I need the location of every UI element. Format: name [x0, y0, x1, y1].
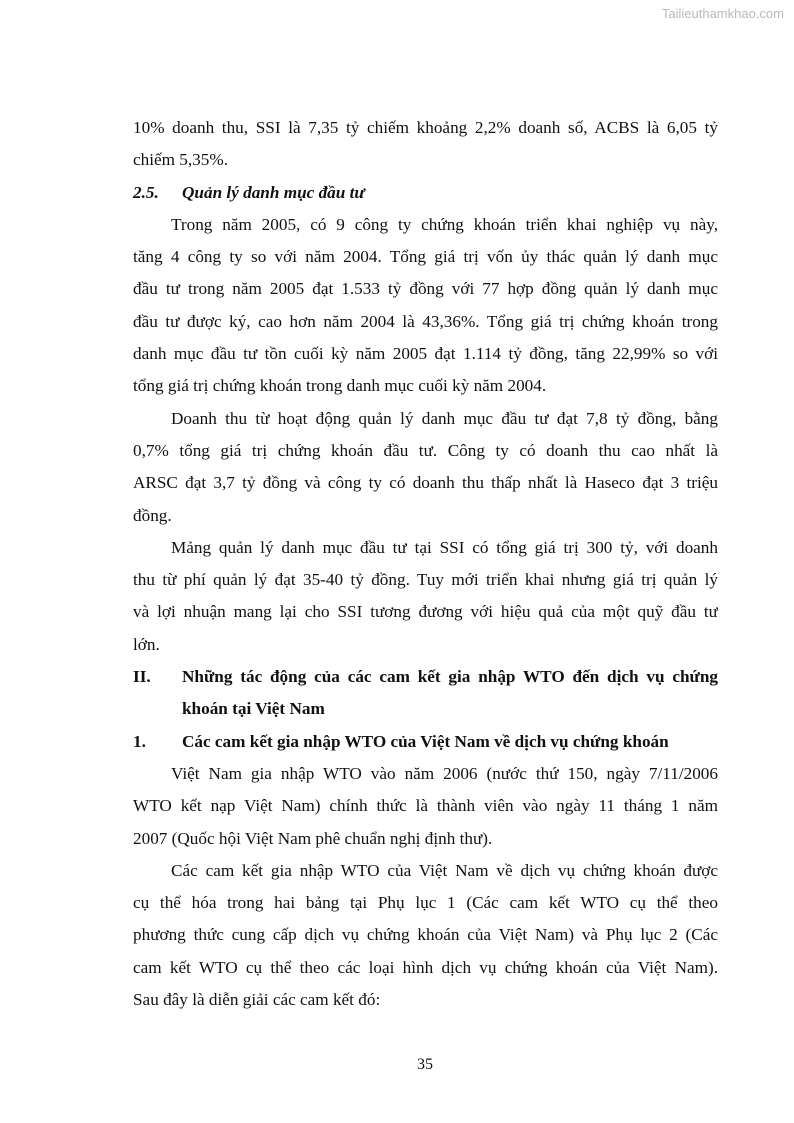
- section-heading: [133, 726, 718, 758]
- paragraph-line: cụ thể hóa trong hai bảng tại Phụ lục 1 (Các cam kết WTO cụ thể theo: [133, 893, 718, 913]
- section-heading: [133, 661, 718, 726]
- heading-text: Các cam kết gia nhập WTO của Việt Nam về dịch vụ chứng khoán: [182, 731, 669, 751]
- heading-number: 2.5.: [133, 182, 159, 202]
- heading-text: Những tác động của các cam kết gia nhập WTO đến dịch vụ chứng: [182, 667, 718, 687]
- paragraph-line: cam kết WTO cụ thể theo các loại hình dịch vụ chứng khoán của Việt Nam).: [133, 957, 718, 977]
- section-heading: [133, 177, 718, 209]
- paragraph-line: thu từ phí quản lý đạt 35-40 tỷ đồng. Tuy mới triển khai nhưng giá trị quản lý: [133, 570, 718, 590]
- paragraph-line: đầu tư trong năm 2005 đạt 1.533 tỷ đồng với 77 hợp đồng quản lý danh mục: [133, 279, 718, 299]
- paragraph-line: Sau đây là diễn giải các cam kết đó:: [133, 990, 381, 1010]
- heading-text: Quản lý danh mục đầu tư: [182, 182, 365, 202]
- paragraph-line: danh mục đầu tư tồn cuối kỳ năm 2005 đạt 1.114 tỷ đồng, tăng 22,99% so với: [133, 344, 718, 364]
- paragraph: [133, 855, 718, 1016]
- paragraph: [133, 209, 718, 403]
- watermark: Tailieuthamkhao.com: [661, 6, 784, 21]
- paragraph-line: 10% doanh thu, SSI là 7,35 tỷ chiếm khoảng 2,2% doanh số, ACBS là 6,05 tỷ: [133, 118, 718, 137]
- paragraph-line: và lợi nhuận mang lại cho SSI tương đương với hiệu quả của một quỹ đầu tư: [133, 602, 718, 622]
- heading-number: II.: [133, 667, 151, 687]
- paragraph-line: 2007 (Quốc hội Việt Nam phê chuẩn nghị định thư).: [133, 828, 493, 848]
- paragraph-line: Các cam kết gia nhập WTO của Việt Nam về dịch vụ chứng khoán được: [171, 860, 718, 880]
- paragraph-line: chiếm 5,35%.: [133, 150, 228, 170]
- paragraph-line: Mảng quản lý danh mục đầu tư tại SSI có tổng giá trị 300 tỷ, với doanh: [171, 537, 718, 557]
- page-number: 35: [417, 1056, 433, 1073]
- paragraph-line: phương thức cung cấp dịch vụ chứng khoán của Việt Nam) và Phụ lục 2 (Các: [133, 925, 718, 945]
- heading-number: 1.: [133, 731, 146, 751]
- paragraph-line: Việt Nam gia nhập WTO vào năm 2006 (nước thứ 150, ngày 7/11/2006: [171, 763, 718, 783]
- paragraph: [133, 758, 718, 855]
- paragraph-line: ARSC đạt 3,7 tỷ đồng và công ty có doanh thu thấp nhất là Haseco đạt 3 triệu: [133, 473, 718, 493]
- paragraph-line: tổng giá trị chứng khoán trong danh mục cuối kỳ năm 2004.: [133, 376, 547, 396]
- paragraph: [133, 403, 718, 532]
- paragraph-line: đầu tư được ký, cao hơn năm 2004 là 43,36%. Tổng giá trị chứng khoán trong: [133, 311, 718, 331]
- paragraph-line: lớn.: [133, 634, 160, 654]
- paragraph-line: tăng 4 công ty so với năm 2004. Tổng giá trị vốn ủy thác quản lý danh mục: [133, 247, 718, 267]
- paragraph-line: đồng.: [133, 505, 172, 525]
- document-body: [133, 112, 718, 1016]
- paragraph-line: Trong năm 2005, có 9 công ty chứng khoán triển khai nghiệp vụ này,: [171, 214, 718, 234]
- paragraph: [133, 112, 718, 177]
- paragraph: [133, 532, 718, 661]
- paragraph-line: WTO kết nạp Việt Nam) chính thức là thành viên vào ngày 11 tháng 1 năm: [133, 796, 718, 816]
- heading-text-continued: khoán tại Việt Nam: [182, 699, 325, 719]
- paragraph-line: 0,7% tổng giá trị chứng khoán đầu tư. Công ty có doanh thu cao nhất là: [133, 440, 718, 460]
- paragraph-line: Doanh thu từ hoạt động quản lý danh mục đầu tư đạt 7,8 tỷ đồng, bằng: [171, 408, 718, 428]
